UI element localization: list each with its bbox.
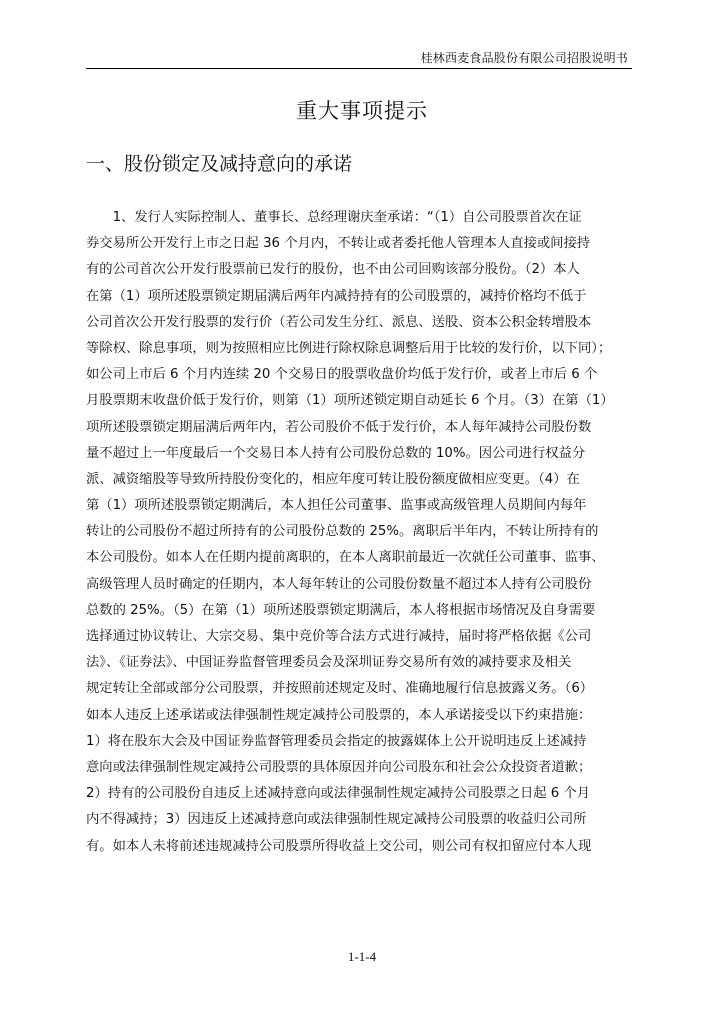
body-line: 规定转让全部或部分公司股票，并按照前述规定及时、准确地履行信息披露义务。（6） <box>86 681 594 697</box>
body-line: 派、减资缩股等导致所持股份变化的，相应年度可转让股份额度做相应变更。（4）在 <box>86 471 580 487</box>
header-title: 桂林西麦食品股份有限公司招股说明书 <box>420 51 628 65</box>
body-line: 券交易所公开发行上市之日起 36 个月内，不转让或者委托他人管理本人直接或间接持 <box>86 236 591 252</box>
body-line: 1、发行人实际控制人、董事长、总经理谢庆奎承诺：“（1）自公司股票首次在证 <box>86 210 582 225</box>
page-number: 1-1-4 <box>347 949 377 964</box>
body-line: 第（1）项所述股票锁定期满后，本人担任公司董事、监事或高级管理人员期间内每年 <box>86 498 587 514</box>
header-divider <box>86 68 632 69</box>
body-line: 本公司股份。如本人在任期内提前离职的，在本人离职前最近一次就任公司董事、监事、 <box>86 550 605 566</box>
page-title: 重大事项提示 <box>296 99 428 123</box>
body-line: 总数的 25%。（5）在第（1）项所述股票锁定期满后，本人将根据市场情况及自身需要 <box>86 602 596 618</box>
body-line: 1）将在股东大会及中国证券监督管理委员会指定的披露媒体上公开说明违反上述减持 <box>86 733 587 749</box>
body-line: 高级管理人员时确定的任期内，本人每年转让的公司股份数量不超过本人持有公司股份 <box>86 576 592 592</box>
body-line: 有。如本人未将前述违规减持公司股票所得收益上交公司，则公司有权扣留应付本人现 <box>86 838 592 854</box>
body-line: 量不超过上一年度最后一个交易日本人持有公司股份总数的 10%。因公司进行权益分 <box>86 445 586 461</box>
body-line: 选择通过协议转让、大宗交易、集中竞价等合法方式进行减持，届时将严格依据《公司 <box>86 629 592 644</box>
body-line: 如本人违反上述承诺或法律强制性规定减持公司股票的，本人承诺接受以下约束措施： <box>86 707 592 723</box>
body-line: 内不得减持；3）因违反上述减持意向或法律强制性规定减持公司股票的收益归公司所 <box>86 812 587 828</box>
body-line: 法》、《证券法》、中国证券监督管理委员会及深圳证券交易所有效的减持要求及相关 <box>86 655 572 671</box>
body-line: 有的公司首次公开发行股票前已发行的股份，也不由公司回购该部分股份。（2）本人 <box>86 262 580 278</box>
body-line: 2）持有的公司股份自违反上述减持意向或法律强制性规定减持公司股票之日起 6 个月 <box>86 786 591 802</box>
body-line: 月股票期末收盘价低于发行价，则第（1）项所述锁定期自动延长 6 个月。（3）在第（1） <box>86 393 614 409</box>
body-line: 在第（1）项所述股票锁定期届满后两年内减持持有的公司股票的，减持价格均不低于 <box>86 288 587 304</box>
body-line: 公司首次公开发行股票的发行价（若公司发生分红、派息、送股、资本公积金转增股本 <box>86 314 592 330</box>
body-line: 项所述股票锁定期届满后两年内，若公司股价不低于发行价，本人每年减持公司股份数 <box>86 419 592 435</box>
body-line: 如公司上市后 6 个月内连续 20 个交易日的股票收盘价均低于发行价，或者上市后 6 个 <box>86 367 598 383</box>
body-line: 等除权、除息事项，则为按照相应比例进行除权除息调整后用于比较的发行价，以下同）； <box>86 340 612 356</box>
body-text <box>86 205 646 860</box>
body-line: 意向或法律强制性规定减持公司股票的具体原因并向公司股东和社会公众投资者道歉； <box>86 759 592 775</box>
section-heading: 一、股份锁定及减持意向的承诺 <box>86 153 353 175</box>
body-line: 转让的公司股份不超过所持有的公司股份总数的 25%。离职后半年内，不转让所持有的 <box>86 524 599 540</box>
